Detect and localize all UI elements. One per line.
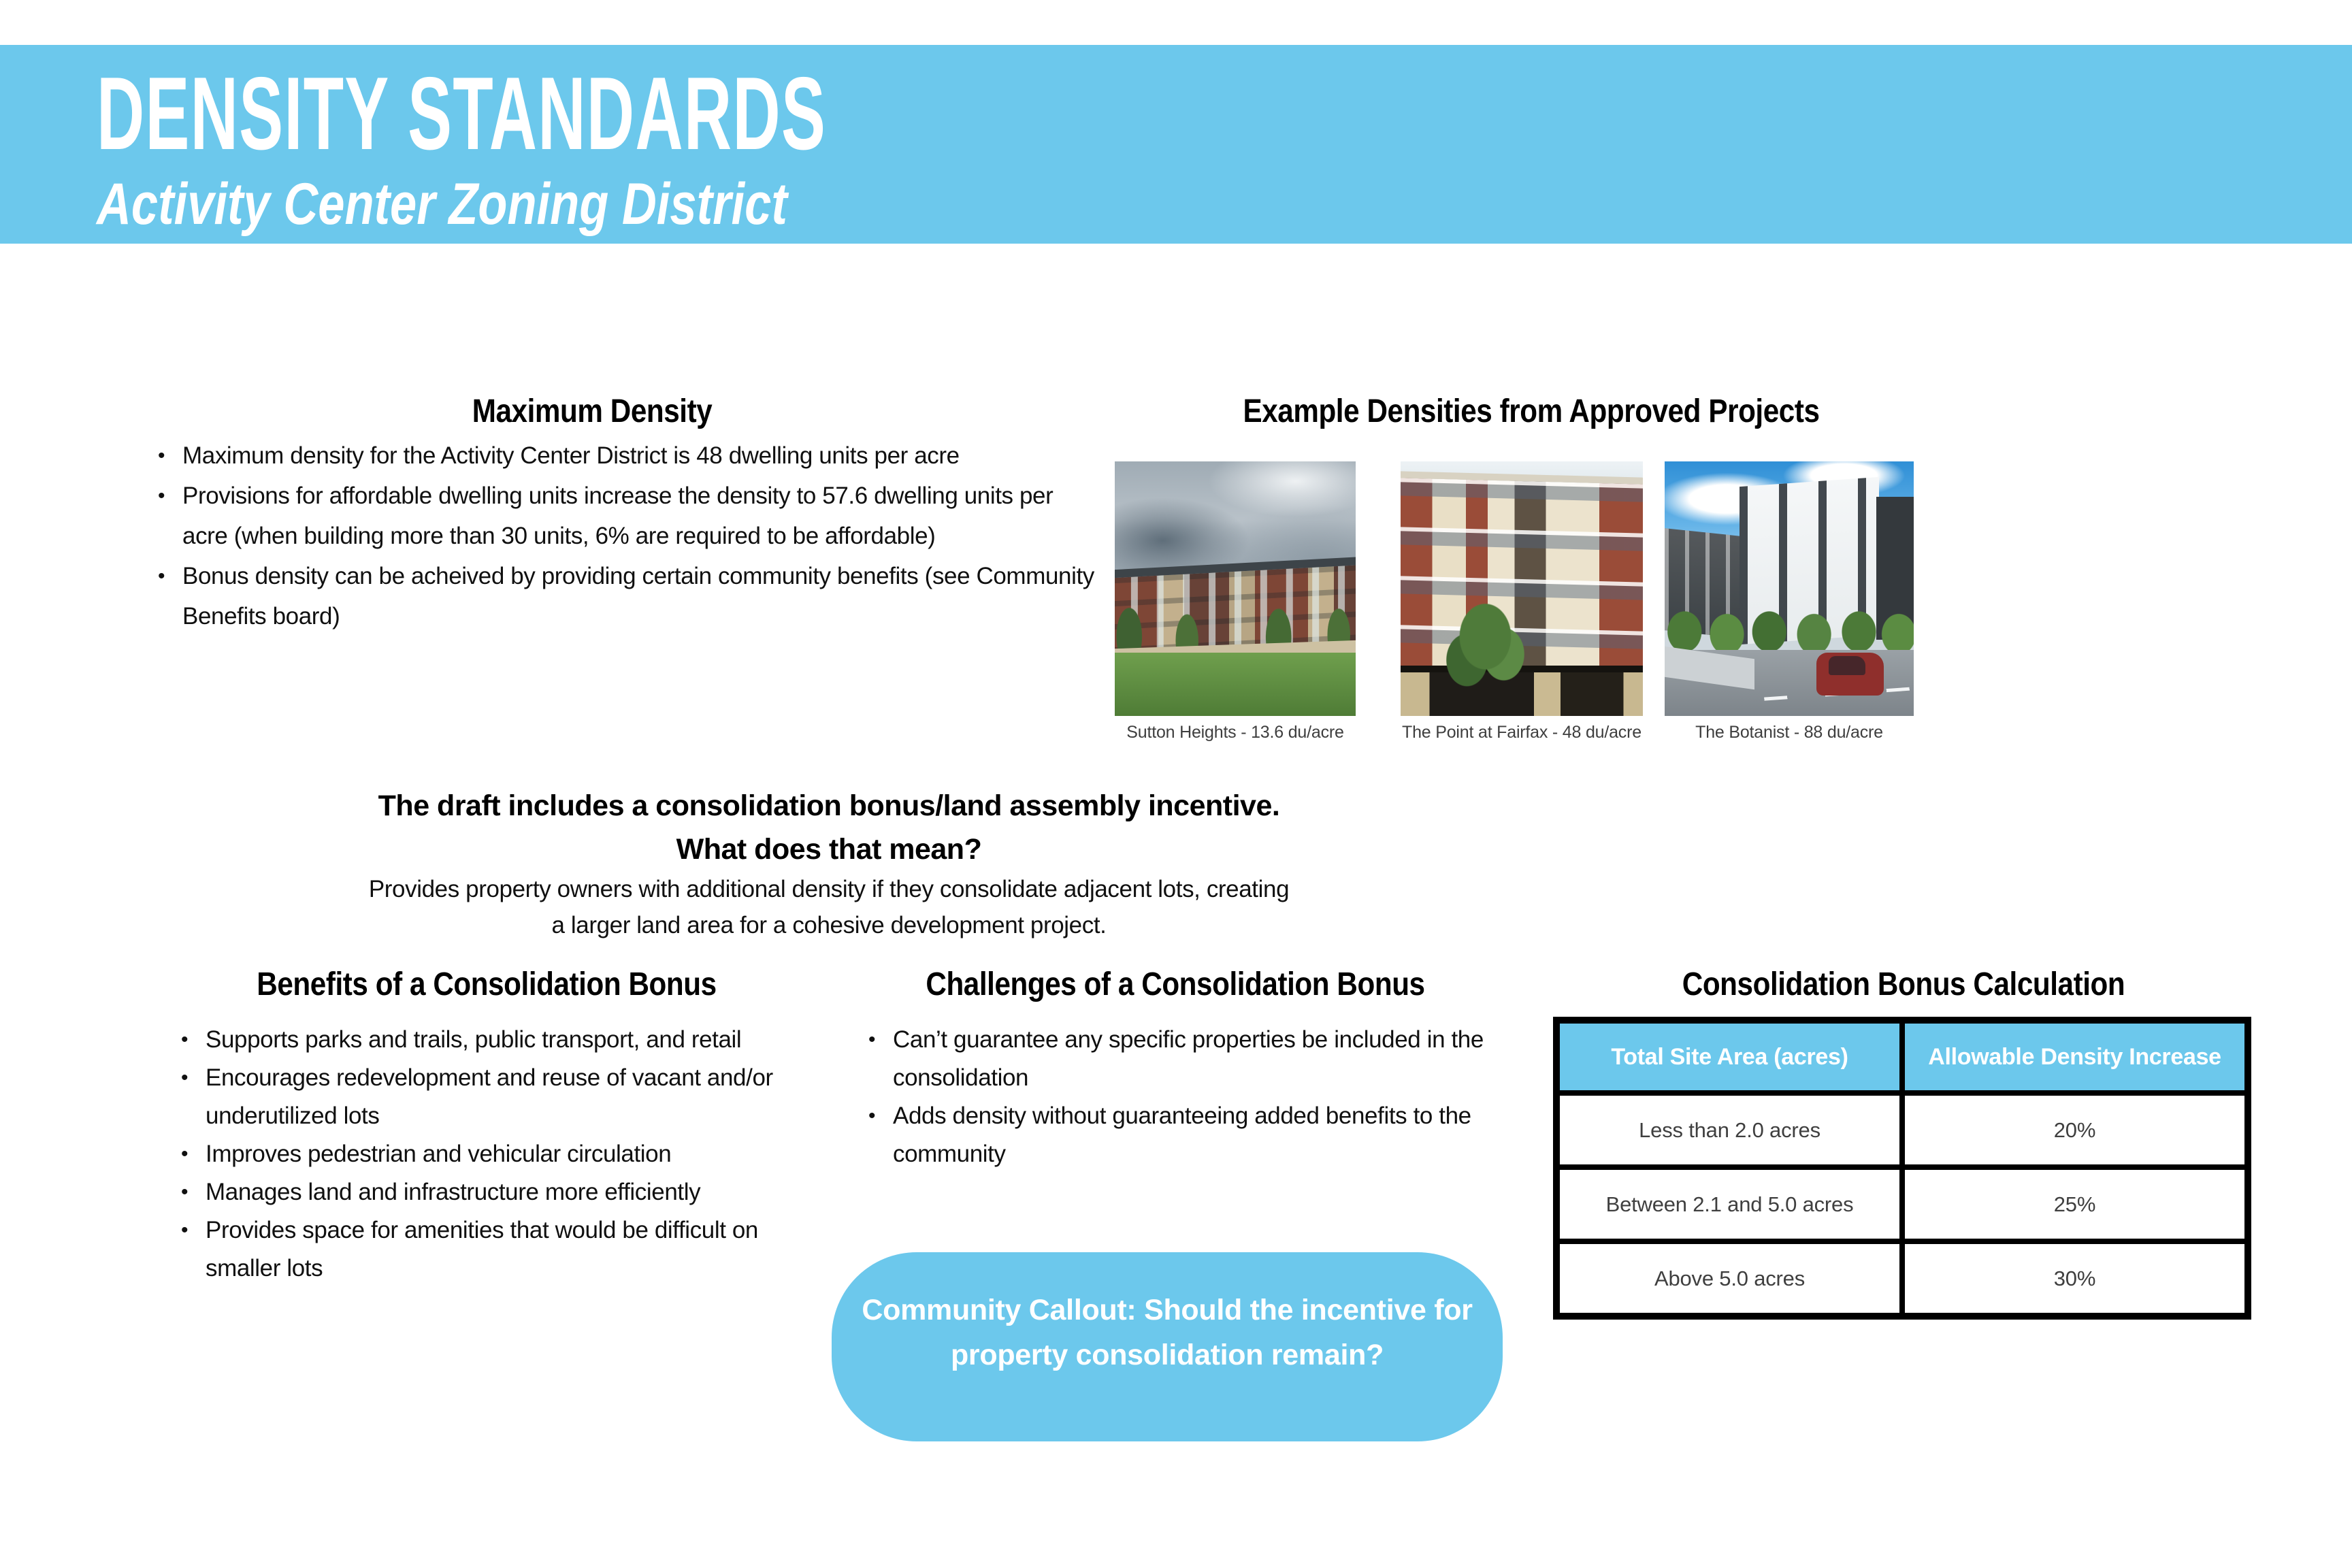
photo1-lawn [1115, 653, 1356, 717]
bonus-table [1553, 1017, 2251, 1320]
community-callout-text: Community Callout: Should the incentive for property consolidation remain? [862, 1294, 1473, 1371]
bullet-item: • Improves pedestrian and vehicular circulation [178, 1135, 872, 1173]
example-densities-heading: Example Densities from Approved Projects [1243, 393, 1820, 429]
bonus-table-header-row [1556, 1020, 2248, 1093]
photo2-tree [1439, 584, 1531, 701]
table-row [1556, 1167, 2248, 1241]
table-row [1556, 1241, 2248, 1316]
consolidation-intro-line2: What does that mean? [676, 833, 982, 866]
bullet-item: • Can’t guarantee any specific properties be included in the consolidation [866, 1021, 1560, 1097]
bullet-item: • Provisions for affordable dwelling units increase the density to 57.6 dwelling units per acre (when building more than 30 units, 6% are required to be affordable) [155, 476, 1094, 556]
table-cell: Between 2.1 and 5.0 acres [1556, 1167, 1902, 1241]
bullet-item: • Bonus density can be acheived by providing certain community benefits (see Community Benefits board) [155, 556, 1094, 636]
table-row [1556, 1093, 2248, 1167]
table-cell: 20% [1902, 1093, 2248, 1167]
consolidation-intro-body: Provides property owners with additional density if they consolidate adjacent lots, creating a larger land area for a cohesive development project. [368, 876, 1290, 938]
bullet-item: • Encourages redevelopment and reuse of vacant and/or underutilized lots [178, 1059, 791, 1135]
photo-caption-the-botanist: The Botanist - 88 du/acre [1695, 723, 1883, 742]
bullet-item: • Manages land and infrastructure more efficiently [178, 1173, 872, 1211]
photo-the-botanist [1665, 461, 1914, 716]
poster-title: DENSITY STANDARDS [97, 56, 827, 172]
photo3-car-cabin [1829, 656, 1865, 676]
challenges-heading: Challenges of a Consolidation Bonus [926, 966, 1425, 1002]
challenges-bullet-list [866, 1021, 1560, 1173]
bonus-table-col-site-area: Total Site Area (acres) [1556, 1020, 1902, 1093]
photo3-red-car [1816, 653, 1884, 696]
photo3-street-trees [1665, 604, 1914, 655]
bullet-item: • Maximum density for the Activity Center District is 48 dwelling units per acre [155, 436, 1094, 476]
bullet-item: • Adds density without guaranteeing added benefits to the community [866, 1097, 1505, 1173]
max-density-heading: Maximum Density [472, 393, 713, 429]
photo-caption-point-at-fairfax: The Point at Fairfax - 48 du/acre [1402, 723, 1642, 742]
table-cell: 25% [1902, 1167, 2248, 1241]
bullet-item: • Provides space for amenities that would be difficult on smaller lots [178, 1211, 818, 1288]
photo-point-at-fairfax [1401, 461, 1643, 716]
bonus-table-col-density-increase: Allowable Density Increase [1902, 1020, 2248, 1093]
consolidation-intro-line1: The draft includes a consolidation bonus/land assembly incentive. [378, 789, 1280, 822]
benefits-bullet-list [178, 1021, 872, 1288]
photo-sutton-heights [1115, 461, 1356, 716]
table-cell: Less than 2.0 acres [1556, 1093, 1902, 1167]
community-callout-bubble [832, 1252, 1503, 1441]
table-cell: 30% [1902, 1241, 2248, 1316]
table-cell: Above 5.0 acres [1556, 1241, 1902, 1316]
bullet-item: • Supports parks and trails, public transport, and retail [178, 1021, 872, 1059]
benefits-heading: Benefits of a Consolidation Bonus [257, 966, 717, 1002]
photo-caption-sutton-heights: Sutton Heights - 13.6 du/acre [1126, 723, 1344, 742]
max-density-bullet-list [155, 436, 1094, 636]
bonus-table-heading: Consolidation Bonus Calculation [1682, 966, 2125, 1002]
poster-subtitle: Activity Center Zoning District [97, 172, 787, 237]
